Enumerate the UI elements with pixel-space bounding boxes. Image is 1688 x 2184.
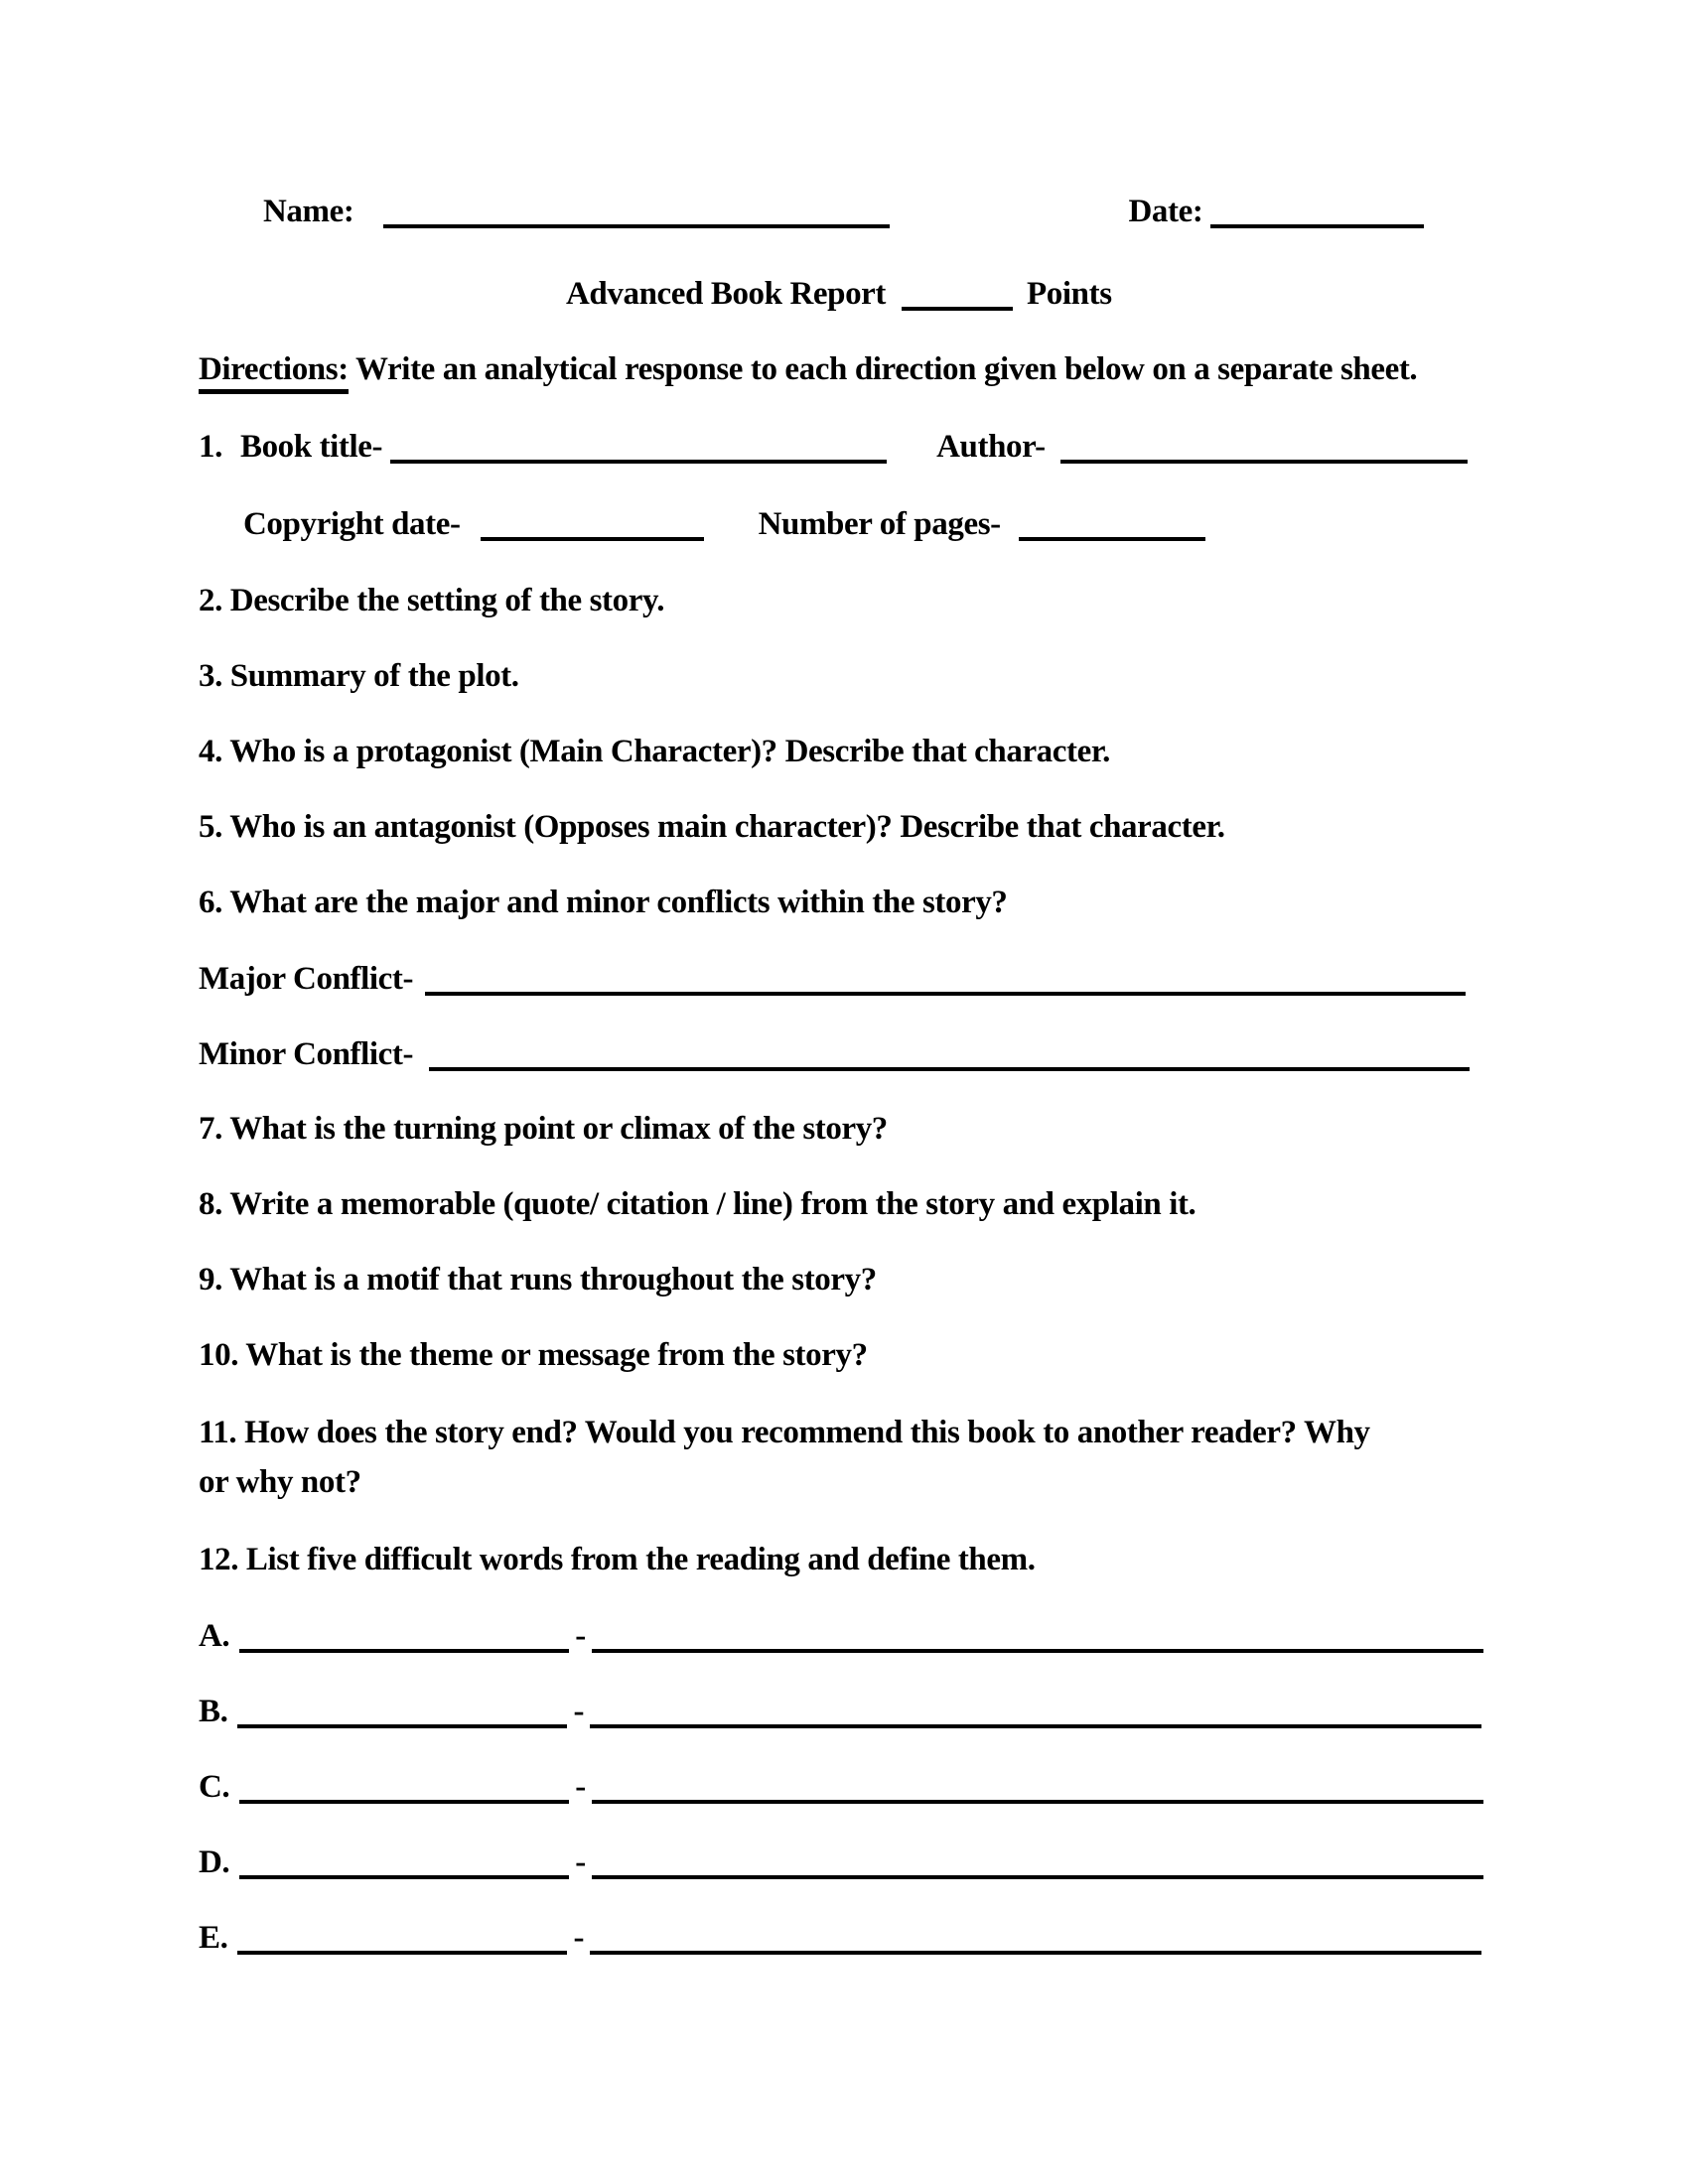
date-blank[interactable] xyxy=(1210,195,1424,228)
question-1-number: 1. xyxy=(199,429,222,465)
vocab-separator: - xyxy=(573,1920,585,1956)
question-2: 2. Describe the setting of the story. xyxy=(199,583,665,618)
author-blank[interactable] xyxy=(1060,430,1468,464)
vocab-letter-d: D. xyxy=(199,1844,230,1880)
copyright-row xyxy=(199,500,1205,547)
question-10: 10. What is the theme or message from the story? xyxy=(199,1337,868,1373)
question-11: 11. How does the story end? Would you recommend this book to another reader? Why or why not? xyxy=(199,1415,1370,1500)
vocab-word-blank-b[interactable] xyxy=(237,1695,567,1728)
vocab-word-blank-e[interactable] xyxy=(237,1921,567,1955)
vocab-word-blank-d[interactable] xyxy=(239,1845,569,1879)
directions-label: Directions: xyxy=(199,351,349,394)
vocab-definition-blank-e[interactable] xyxy=(590,1921,1481,1955)
vocab-row-e xyxy=(199,1914,1481,1961)
book-title-label: Book title- xyxy=(239,429,383,465)
question-9: 9. What is a motif that runs throughout the story? xyxy=(199,1262,877,1297)
copyright-date-blank[interactable] xyxy=(481,507,704,541)
vocab-row-a xyxy=(199,1612,1483,1659)
major-conflict-label: Major Conflict- xyxy=(199,961,414,997)
major-conflict-blank[interactable] xyxy=(425,962,1466,996)
title-row xyxy=(199,270,1112,317)
author-label: Author- xyxy=(936,429,1046,465)
vocab-separator: - xyxy=(575,1769,586,1805)
vocab-definition-blank-a[interactable] xyxy=(592,1619,1483,1653)
vocab-definition-blank-b[interactable] xyxy=(590,1695,1481,1728)
name-blank[interactable] xyxy=(383,195,890,228)
points-blank[interactable] xyxy=(902,277,1013,311)
vocab-word-blank-c[interactable] xyxy=(239,1770,569,1804)
vocab-row-b xyxy=(199,1688,1481,1734)
directions-text: Write an analytical response to each direction given below on a separate sheet. xyxy=(348,351,1418,387)
vocab-definition-blank-d[interactable] xyxy=(592,1845,1483,1879)
question-3: 3. Summary of the plot. xyxy=(199,658,519,694)
pages-blank[interactable] xyxy=(1019,507,1205,541)
directions-row xyxy=(199,346,1417,392)
minor-conflict-label: Minor Conflict- xyxy=(199,1036,414,1072)
minor-conflict-blank[interactable] xyxy=(429,1037,1470,1071)
question-4: 4. Who is a protagonist (Main Character)? Describe that character. xyxy=(199,734,1110,769)
question-7: 7. What is the turning point or climax of the story? xyxy=(199,1111,888,1147)
vocab-letter-a: A. xyxy=(199,1618,230,1654)
question-6: 6. What are the major and minor conflicts within the story? xyxy=(199,885,1008,920)
points-label: Points xyxy=(1027,276,1112,312)
book-title-blank[interactable] xyxy=(390,430,887,464)
vocab-letter-c: C. xyxy=(199,1769,230,1805)
vocab-letter-e: E. xyxy=(199,1920,228,1956)
question-1-row xyxy=(199,423,1468,470)
name-date-row xyxy=(199,188,1424,234)
copyright-date-label: Copyright date- xyxy=(243,506,461,542)
vocab-separator: - xyxy=(575,1618,586,1654)
question-8: 8. Write a memorable (quote/ citation / line) from the story and explain it. xyxy=(199,1186,1196,1222)
worksheet-title: Advanced Book Report xyxy=(566,276,887,312)
question-12: 12. List five difficult words from the reading and define them. xyxy=(199,1542,1036,1577)
date-label: Date: xyxy=(1128,194,1203,229)
vocab-letter-b: B. xyxy=(199,1694,228,1729)
pages-label: Number of pages- xyxy=(758,506,1001,542)
vocab-separator: - xyxy=(575,1844,586,1880)
major-conflict-row xyxy=(199,955,1466,1002)
vocab-row-d xyxy=(199,1839,1483,1885)
vocab-row-c xyxy=(199,1763,1483,1810)
name-label: Name: xyxy=(263,194,354,229)
minor-conflict-row xyxy=(199,1030,1470,1077)
vocab-definition-blank-c[interactable] xyxy=(592,1770,1483,1804)
vocab-word-blank-a[interactable] xyxy=(239,1619,569,1653)
vocab-separator: - xyxy=(573,1694,585,1729)
question-5: 5. Who is an antagonist (Opposes main character)? Describe that character. xyxy=(199,809,1225,845)
